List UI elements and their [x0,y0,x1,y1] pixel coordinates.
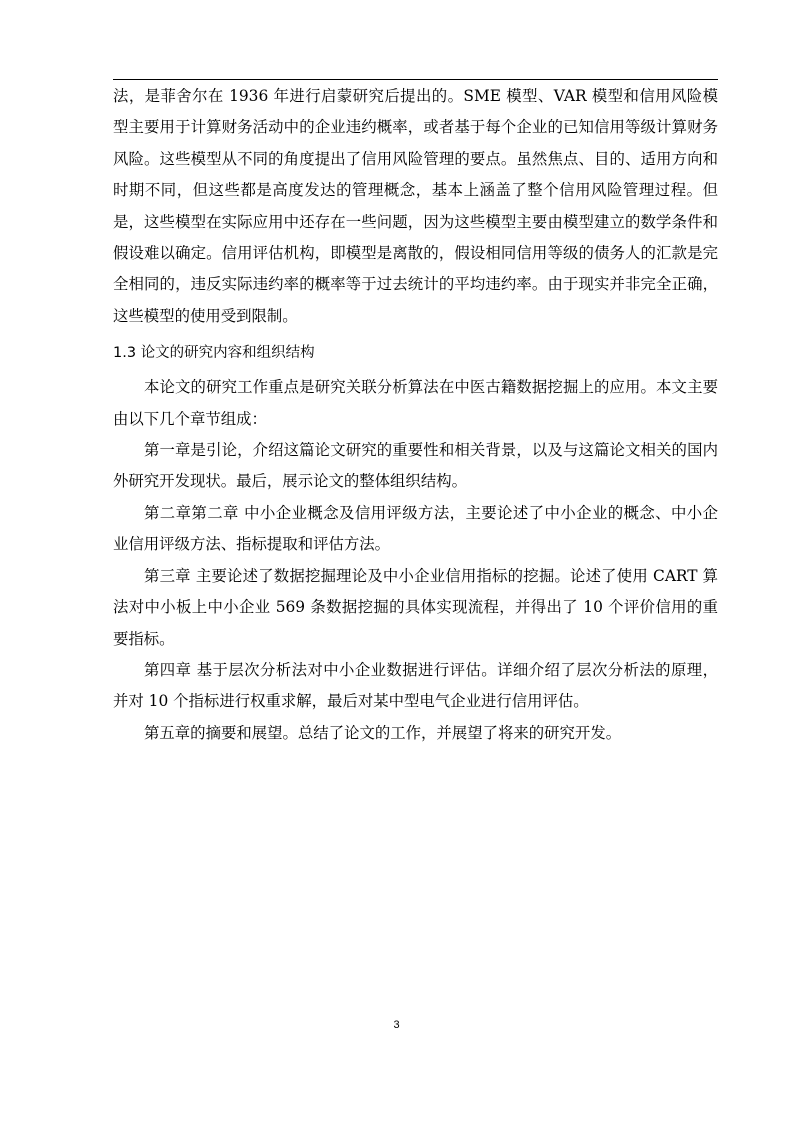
chapter-3-paragraph: 第三章 主要论述了数据挖掘理论及中小企业信用指标的挖掘。论述了使用 CART 算法对中小板上中小企业 569 条数据挖掘的具体实现流程，并得出了 10 个评价信用的重要指标。 [113,566,718,648]
chapter-4-paragraph: 第四章 基于层次分析法对中小企业数据进行评估。详细介绍了层次分析法的原理，并对 10 个指标进行权重求解，最后对某中型电气企业进行信用评估。 [113,660,718,711]
page-content [113,81,718,749]
page-number: 3 [393,1019,400,1031]
chapter-1-paragraph: 第一章是引论，介绍这篇论文研究的重要性和相关背景，以及与这篇论文相关的国内外研究开发现状。最后，展示论文的整体组织结构。 [113,441,718,491]
chapter-2-paragraph: 第二章第二章 中小企业概念及信用评级方法，主要论述了中小企业的概念、中小企业信用评级方法、指标提取和评估方法。 [113,503,718,554]
header-rule [113,79,718,80]
chapter-5-paragraph: 第五章的摘要和展望。总结了论文的工作，并展望了将来的研究开发。 [144,723,622,742]
continuation-paragraph: 法，是菲舍尔在 1936 年进行启蒙研究后提出的。SME 模型、VAR 模型和信用风险模型主要用于计算财务活动中的企业违约概率，或者基于每个企业的已知信用等级计算财务风险。这些模型从不同的角度提出了信用风险管理的要点。虽然焦点、目的、适用方向和时期不同，但这些都是高度发达的管理概念，基本上涵盖了整个信用风险管理过程。但是，这些模型在实际应用中还存在一些问题，因为这些模型主要由模型建立的数学条件和假设难以确定。信用评估机构，即模型是离散的，假设相同信用等级的债务人的汇款是完全相同的，违反实际违约率的概率等于过去统计的平均违约率。由于现实并非完全正确，这些模型的使用受到限制。 [113,87,718,325]
intro-paragraph: 本论文的研究工作重点是研究关联分析算法在中医古籍数据挖掘上的应用。本文主要由以下几个章节组成： [113,378,718,428]
section-heading: 1.3 论文的研究内容和组织结构 [113,345,315,362]
